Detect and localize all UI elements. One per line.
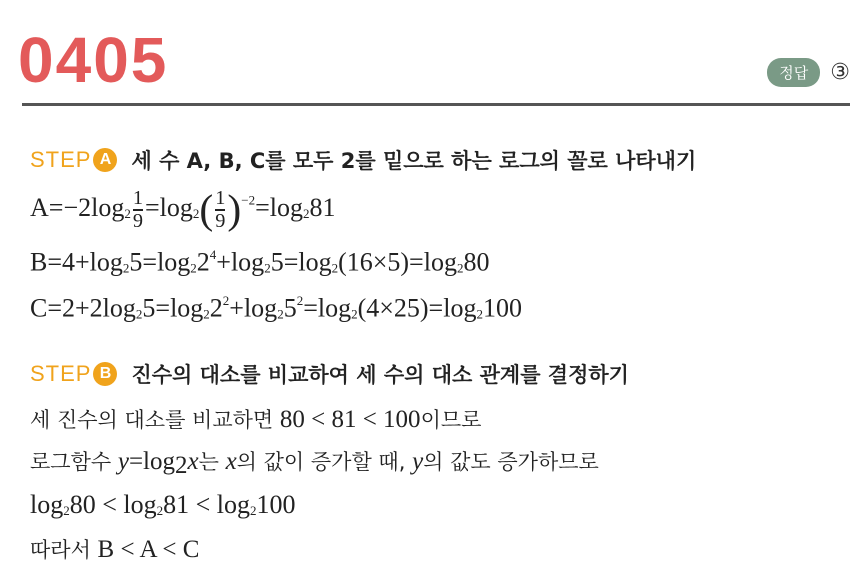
step-a-word: STEP <box>30 147 92 172</box>
eq-c-exponent: 2 <box>222 293 230 308</box>
step-b-letter-icon: B <box>93 362 117 386</box>
eq-b-part: B=4+log <box>30 247 123 277</box>
eq-a-base2: 2 <box>192 205 200 221</box>
body-math-base: 2 <box>63 502 70 518</box>
equation-b <box>30 247 489 278</box>
eq-c-part: 5 <box>283 293 297 323</box>
body-math: y <box>117 448 129 475</box>
eq-b-base: 2 <box>264 260 271 276</box>
eq-b-base: 2 <box>331 260 339 276</box>
body-text: 의 값도 증가하므로 <box>423 450 599 474</box>
body-line-4 <box>30 534 199 564</box>
eq-a-base3: 2 <box>302 205 310 221</box>
step-b-heading <box>30 359 629 389</box>
body-math: x <box>187 448 199 475</box>
eq-b-base: 2 <box>456 260 464 276</box>
body-text: 의 값이 증가할 때, <box>236 450 413 474</box>
eq-c-part: C=2+2log <box>30 293 136 323</box>
eq-a-coef: =−2log <box>48 193 125 222</box>
eq-c-part: =log <box>303 293 352 323</box>
body-line-2 <box>30 446 599 480</box>
eq-b-part: +log <box>216 247 265 277</box>
answer-badge: 정답 <box>767 58 820 87</box>
eq-b-part: 80 <box>463 247 490 277</box>
body-math: 80 < 81 < 100 <box>279 406 421 433</box>
body-math: x <box>225 448 237 475</box>
body-math: 100 <box>256 490 296 519</box>
body-text: 는 <box>198 450 226 474</box>
eq-c-base: 2 <box>476 306 483 322</box>
eq-c-part: 100 <box>482 293 522 323</box>
answer-value: ③ <box>830 60 850 85</box>
eq-c-base: 2 <box>203 306 210 322</box>
eq-b-part: 2 <box>196 247 210 277</box>
eq-c-part: (4×25)=log <box>357 293 477 323</box>
eq-a-frac-den: 9 <box>132 209 143 232</box>
equation-a <box>30 188 335 232</box>
problem-number: 0405 <box>18 24 169 96</box>
equation-c <box>30 293 522 324</box>
body-text: 세 진수의 대소를 비교하면 <box>30 408 280 432</box>
answer-box <box>767 58 850 87</box>
body-math: 80 < log <box>69 490 157 519</box>
eq-a-mid: =log <box>144 193 193 222</box>
step-a-title: 세 수 A, B, C를 모두 2를 밑으로 하는 로그의 꼴로 나타내기 <box>131 149 697 173</box>
step-a-letter-icon: A <box>93 148 117 172</box>
body-math: 81 < log <box>163 490 251 519</box>
eq-a-tail: =log <box>255 193 303 222</box>
eq-a-value: 81 <box>309 193 336 222</box>
eq-a-base1: 2 <box>124 205 131 221</box>
problem-header <box>18 24 169 96</box>
body-text: 로그함수 <box>30 450 118 474</box>
step-b-title: 진수의 대소를 비교하여 세 수의 대소 관계를 결정하기 <box>131 363 629 387</box>
eq-a-inner-den: 9 <box>215 209 226 232</box>
eq-c-base: 2 <box>135 306 143 322</box>
eq-b-part: (16×5)=log <box>338 247 457 277</box>
step-a-heading <box>30 145 696 175</box>
step-b-word: STEP <box>30 361 92 386</box>
eq-b-base: 2 <box>190 260 197 276</box>
body-math: y <box>412 448 424 475</box>
eq-a-paren-right: ) <box>227 186 242 233</box>
eq-a-frac-num: 1 <box>132 187 143 209</box>
body-math-base: 2 <box>156 502 164 518</box>
header-divider <box>22 103 850 106</box>
body-math: log <box>30 490 64 519</box>
eq-c-part: 5=log <box>142 293 204 323</box>
eq-c-part: +log <box>229 293 278 323</box>
body-line-1 <box>30 404 481 434</box>
eq-c-base: 2 <box>351 306 358 322</box>
eq-b-exponent: 4 <box>209 247 217 262</box>
eq-c-exponent: 2 <box>296 293 304 308</box>
body-text: 따라서 <box>30 538 98 562</box>
eq-c-part: 2 <box>209 293 223 323</box>
body-line-3 <box>30 490 296 520</box>
body-math: B < A < C <box>97 536 200 563</box>
body-text: 이므로 <box>420 408 482 432</box>
eq-a-inner-fraction <box>215 188 225 232</box>
eq-a-lhs: A <box>30 193 49 222</box>
body-math-base: 2 <box>174 451 188 479</box>
eq-a-exponent: −2 <box>241 192 256 208</box>
eq-b-part: 5=log <box>129 247 191 277</box>
eq-b-part: 5=log <box>270 247 332 277</box>
body-math-base: 2 <box>250 502 257 518</box>
eq-a-inner-num: 1 <box>215 187 226 209</box>
eq-a-fraction <box>133 188 143 232</box>
eq-b-base: 2 <box>122 260 130 276</box>
eq-a-paren-left: ( <box>199 186 214 233</box>
body-math: =log <box>128 448 175 475</box>
eq-c-base: 2 <box>277 306 284 322</box>
